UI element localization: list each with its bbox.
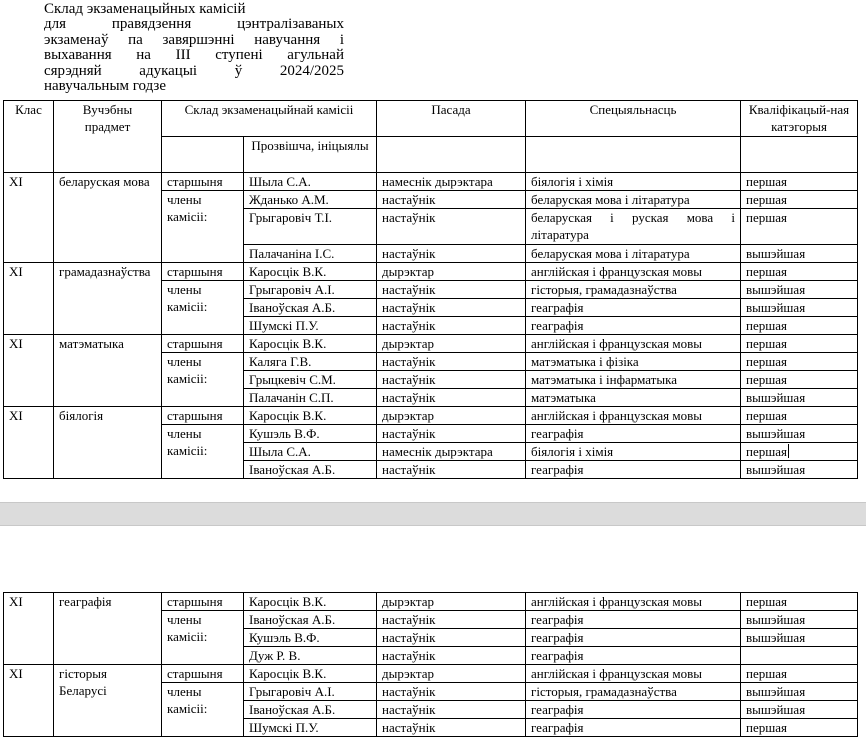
subject-cell: беларуская мова (54, 173, 162, 263)
name-cell: Грыгаровіч Т.І. (244, 209, 377, 245)
category-cell: першая (741, 209, 858, 245)
category-cell: вышэйшая (741, 281, 858, 299)
role-members-cell: члены камісіі: (162, 683, 244, 737)
page-break-gap (0, 502, 866, 526)
role-chair-cell: старшыня (162, 335, 244, 353)
name-cell: Каросцік В.К. (244, 593, 377, 611)
role-chair-cell: старшыня (162, 407, 244, 425)
specialty-cell: англійская і французская мовы (526, 263, 741, 281)
header-klas: Клас (4, 101, 54, 173)
category-cell: першая (741, 263, 858, 281)
specialty-cell: біялогія і хімія (526, 443, 741, 461)
table-row (4, 665, 858, 683)
category-cell: вышэйшая (741, 425, 858, 443)
klas-cell: XI (4, 173, 54, 263)
subject-cell: біялогія (54, 407, 162, 479)
category-cell: вышэйшая (741, 461, 858, 479)
specialty-cell: англійская і французская мовы (526, 407, 741, 425)
table-row (4, 173, 858, 191)
header-position: Пасада (377, 101, 526, 137)
role-chair-cell: старшыня (162, 665, 244, 683)
table-row (4, 593, 858, 611)
position-cell: настаўнік (377, 701, 526, 719)
role-members-cell: члены камісіі: (162, 611, 244, 665)
position-cell: настаўнік (377, 389, 526, 407)
specialty-cell: англійская і французская мовы (526, 593, 741, 611)
category-cell: першая (741, 191, 858, 209)
table-body (4, 173, 858, 479)
position-cell: дырэктар (377, 335, 526, 353)
specialty-cell: англійская і французская мовы (526, 665, 741, 683)
header-name: Прозвішча, ініцыялы (244, 137, 377, 173)
position-cell: дырэктар (377, 407, 526, 425)
name-cell: Шыла С.А. (244, 443, 377, 461)
category-cell: першая (741, 353, 858, 371)
title-line: навучальным годзе (44, 78, 167, 95)
header-row (4, 101, 858, 137)
position-cell: дырэктар (377, 593, 526, 611)
name-cell: Палачанін С.П. (244, 389, 377, 407)
category-cell: першая (741, 593, 858, 611)
specialty-cell: матэматыка і інфарматыка (526, 371, 741, 389)
name-cell: Каросцік В.К. (244, 407, 377, 425)
position-cell: настаўнік (377, 647, 526, 665)
specialty-cell: біялогія і хімія (526, 173, 741, 191)
specialty-cell: гісторыя, грамадазнаўства (526, 281, 741, 299)
name-cell: Грыгаровіч А.І. (244, 281, 377, 299)
position-cell: намеснік дырэктара (377, 173, 526, 191)
klas-cell: XI (4, 665, 54, 737)
header-empty-cell (377, 137, 526, 173)
category-cell: першая (741, 317, 858, 335)
category-cell: вышэйшая (741, 389, 858, 407)
position-cell: настаўнік (377, 461, 526, 479)
title-line: сярэдняй адукацыі ў 2024/2025 (44, 62, 344, 79)
specialty-cell: англійская і французская мовы (526, 335, 741, 353)
specialty-cell: беларуская мова і літаратура (526, 245, 741, 263)
name-cell: Шыла С.А. (244, 173, 377, 191)
name-cell: Палачаніна І.С. (244, 245, 377, 263)
role-chair-cell: старшыня (162, 173, 244, 191)
subject-cell: матэматыка (54, 335, 162, 407)
specialty-cell: геаграфія (526, 629, 741, 647)
specialty-cell: геаграфія (526, 611, 741, 629)
name-cell: Шумскі П.У. (244, 719, 377, 737)
name-cell: Грыцкевіч С.М. (244, 371, 377, 389)
category-cell: вышэйшая (741, 245, 858, 263)
klas-cell: XI (4, 335, 54, 407)
position-cell: настаўнік (377, 683, 526, 701)
header-empty-cell (526, 137, 741, 173)
category-cell: першая (741, 443, 858, 461)
name-cell: Каросцік В.К. (244, 263, 377, 281)
header-empty-cell (741, 137, 858, 173)
specialty-cell: матэматыка (526, 389, 741, 407)
title-line: Склад экзаменацыйных камісій (44, 1, 246, 17)
specialty-cell: геаграфія (526, 719, 741, 737)
role-members-cell: члены камісіі: (162, 425, 244, 479)
title-line: для правядзення цэнтралізаваных (44, 16, 344, 33)
category-cell (741, 647, 858, 665)
specialty-cell: матэматыка і фізіка (526, 353, 741, 371)
name-cell: Кушэль В.Ф. (244, 629, 377, 647)
name-cell: Грыгаровіч А.І. (244, 683, 377, 701)
klas-cell: XI (4, 263, 54, 335)
specialty-cell: геаграфія (526, 461, 741, 479)
category-cell: першая (741, 665, 858, 683)
table-row (4, 263, 858, 281)
header-commission: Склад экзаменацыйнай камісіі (162, 101, 377, 137)
header-subject: Вучэбны прадмет (54, 101, 162, 173)
name-cell: Іваноўская А.Б. (244, 299, 377, 317)
klas-cell: XI (4, 407, 54, 479)
specialty-cell: беларуская і руская мова і літаратура (526, 209, 741, 245)
position-cell: настаўнік (377, 191, 526, 209)
specialty-cell: геаграфія (526, 701, 741, 719)
position-cell: настаўнік (377, 371, 526, 389)
header-category: Кваліфікацый-ная катэгорыя (741, 101, 858, 137)
role-chair-cell: старшыня (162, 593, 244, 611)
category-cell: першая (741, 407, 858, 425)
specialty-cell: беларуская мова і літаратура (526, 191, 741, 209)
category-cell: першая (741, 371, 858, 389)
subject-cell: грамадазнаўства (54, 263, 162, 335)
subject-cell: гісторыя Беларусі (54, 665, 162, 737)
table-body (4, 593, 858, 737)
role-chair-cell: старшыня (162, 263, 244, 281)
position-cell: настаўнік (377, 629, 526, 647)
specialty-cell: геаграфія (526, 647, 741, 665)
category-cell: вышэйшая (741, 611, 858, 629)
specialty-cell: геаграфія (526, 299, 741, 317)
specialty-cell: геаграфія (526, 425, 741, 443)
name-cell: Іваноўская А.Б. (244, 611, 377, 629)
name-cell: Жданько А.М. (244, 191, 377, 209)
title-line: экзаменаў па завяршэнні навучання і (44, 31, 344, 48)
role-members-cell: члены камісіі: (162, 281, 244, 335)
table-row (4, 335, 858, 353)
category-cell: вышэйшая (741, 701, 858, 719)
position-cell: настаўнік (377, 611, 526, 629)
name-cell: Каросцік В.К. (244, 335, 377, 353)
name-cell: Дуж Р. В. (244, 647, 377, 665)
name-cell: Іваноўская А.Б. (244, 461, 377, 479)
category-cell: першая (741, 335, 858, 353)
name-cell: Шумскі П.У. (244, 317, 377, 335)
category-cell: першая (741, 173, 858, 191)
role-members-cell: члены камісіі: (162, 353, 244, 407)
header-specialty: Спецыяльнасць (526, 101, 741, 137)
name-cell: Кушэль В.Ф. (244, 425, 377, 443)
category-cell: вышэйшая (741, 629, 858, 647)
name-cell: Іваноўская А.Б. (244, 701, 377, 719)
position-cell: настаўнік (377, 317, 526, 335)
category-cell: першая (741, 719, 858, 737)
document-title (44, 2, 344, 94)
name-cell: Каросцік В.К. (244, 665, 377, 683)
header-empty-cell (162, 137, 244, 173)
position-cell: настаўнік (377, 281, 526, 299)
position-cell: дырэктар (377, 665, 526, 683)
commission-table (3, 100, 858, 479)
klas-cell: XI (4, 593, 54, 665)
specialty-cell: геаграфія (526, 317, 741, 335)
position-cell: настаўнік (377, 353, 526, 371)
role-members-cell: члены камісіі: (162, 191, 244, 263)
subject-cell: геаграфія (54, 593, 162, 665)
position-cell: намеснік дырэктара (377, 443, 526, 461)
position-cell: настаўнік (377, 299, 526, 317)
commission-table-continued (3, 592, 858, 737)
category-cell: вышэйшая (741, 683, 858, 701)
position-cell: настаўнік (377, 209, 526, 245)
position-cell: дырэктар (377, 263, 526, 281)
table-row (4, 407, 858, 425)
title-line: выхавання на ІІІ ступені агульнай (44, 47, 344, 64)
name-cell: Каляга Г.В. (244, 353, 377, 371)
position-cell: настаўнік (377, 245, 526, 263)
category-cell: вышэйшая (741, 299, 858, 317)
position-cell: настаўнік (377, 425, 526, 443)
specialty-cell: гісторыя, грамадазнаўства (526, 683, 741, 701)
text-cursor (788, 444, 789, 458)
position-cell: настаўнік (377, 719, 526, 737)
document-page-2[interactable] (0, 526, 866, 746)
